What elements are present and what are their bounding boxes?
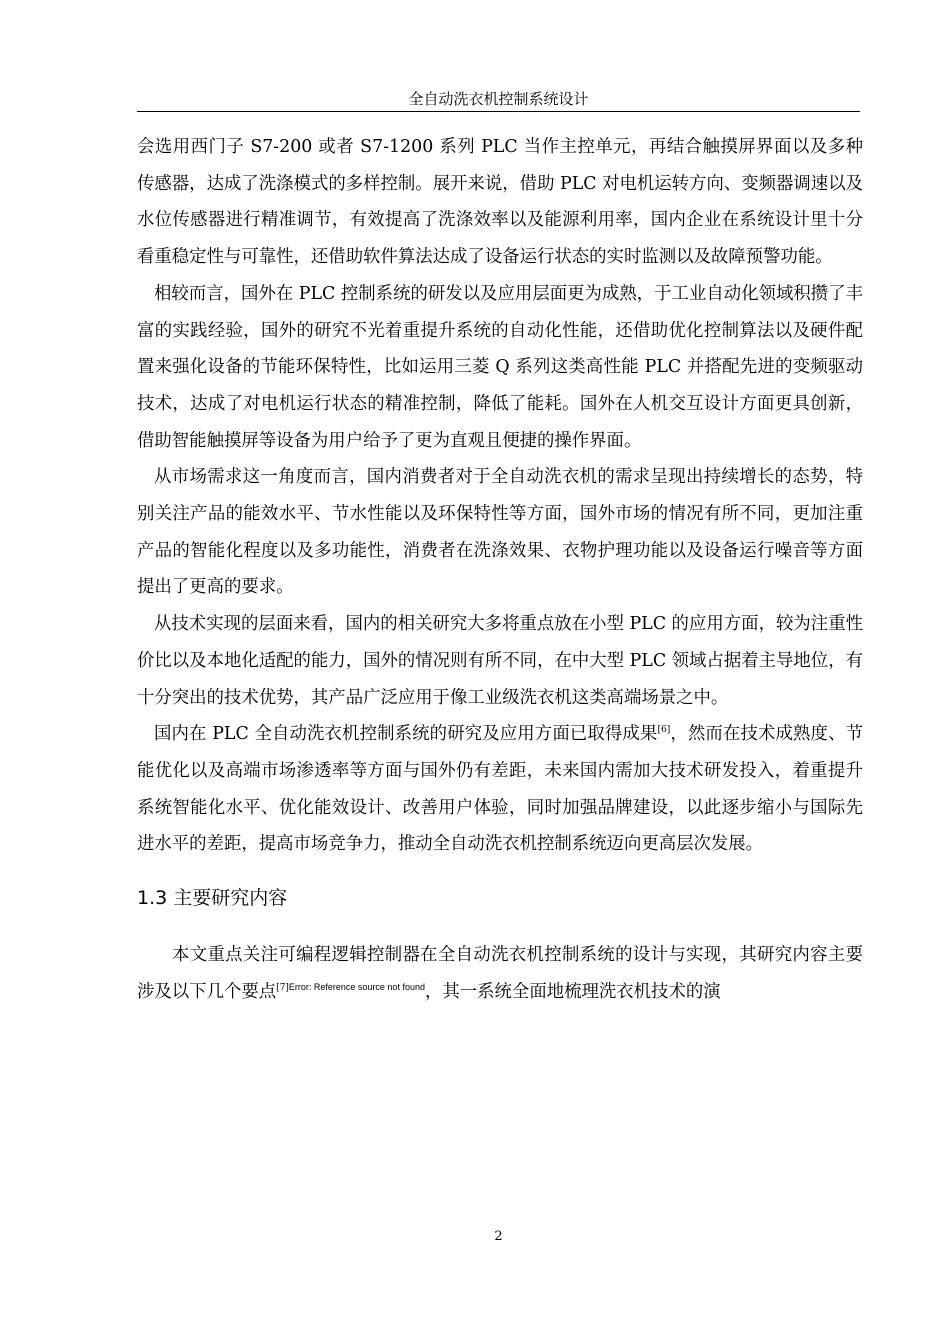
reference-error: Error: Reference source not found — [288, 981, 425, 992]
citation-6[interactable]: [6] — [657, 725, 671, 736]
body-text — [137, 129, 863, 1010]
paragraph-6 — [137, 937, 863, 1010]
paragraph-5-text: 国内在 PLC 全自动洗衣机控制系统的研究及应用方面已取得成果 — [154, 724, 658, 745]
paragraph-5 — [137, 716, 863, 863]
paragraph-6-text-rest: ，其一系统全面地梳理洗衣机技术的演 — [424, 981, 721, 1002]
section-heading: 1.3 主要研究内容 — [137, 887, 288, 910]
paragraph-2: 相较而言，国外在 PLC 控制系统的研发以及应用层面更为成熟，于工业自动化领域积攒了丰富的实践经验，国外的研究不光着重提升系统的自动化性能，还借助优化控制算法以及硬件配置来强化设备的节能环保特性，比如运用三菱 Q 系列这类高性能 PLC 并搭配先进的变频驱动技术，达成了对电机运行状态的精准控制，降低了能耗。国外在人机交互设计方面更具创新，借助智能触摸屏等设备为用户给予了更为直观且便捷的操作界面。 — [137, 283, 863, 451]
paragraph-5-text-rest: ，然而在技术成熟度、节能优化以及高端市场渗透率等方面与国外仍有差距，未来国内需加大技术研发投入，着重提升系统智能化水平、优化能效设计、改善用户体验，同时加强品牌建设，以此逐步缩小与国际先进水平的差距，提高市场竞争力，推动全自动洗衣机控制系统迈向更高层次发展。 — [137, 724, 863, 855]
paragraph-1: 会选用西门子 S7-200 或者 S7-1200 系列 PLC 当作主控单元，再结合触摸屏界面以及多种传感器，达成了洗涤模式的多样控制。展开来说，借助 PLC 对电机运转方向、变频器调速以及水位传感器进行精准调节，有效提高了洗涤效率以及能源利用率，国内企业在系统设计里十分看重稳定性与可靠性，还借助软件算法达成了设备运行状态的实时监测以及故障预警功能。 — [137, 137, 863, 268]
paragraph-3: 从市场需求这一角度而言，国内消费者对于全自动洗衣机的需求呈现出持续增长的态势，特别关注产品的能效水平、节水性能以及环保特性等方面，国外市场的情况有所不同，更加注重产品的智能化程度以及多功能性，消费者在洗涤效果、衣物护理功能以及设备运行噪音等方面提出了更高的要求。 — [137, 467, 863, 598]
paragraph-4: 从技术实现的层面来看，国内的相关研究大多将重点放在小型 PLC 的应用方面，较为注重性价比以及本地化适配的能力，国外的情况则有所不同，在中大型 PLC 领域占据着主导地位，有十分突出的技术优势，其产品广泛应用于像工业级洗衣机这类高端场景之中。 — [137, 614, 863, 708]
header-rule — [137, 111, 860, 112]
paragraph-6-text: 本文重点关注可编程逻辑控制器在全自动洗衣机控制系统的设计与实现，其研究内容主要涉及以下几个要点 — [137, 945, 863, 1002]
running-header: 全自动洗衣机控制系统设计 — [408, 90, 589, 108]
citation-7[interactable]: [7] — [276, 982, 289, 993]
page-number: 2 — [494, 1229, 503, 1244]
